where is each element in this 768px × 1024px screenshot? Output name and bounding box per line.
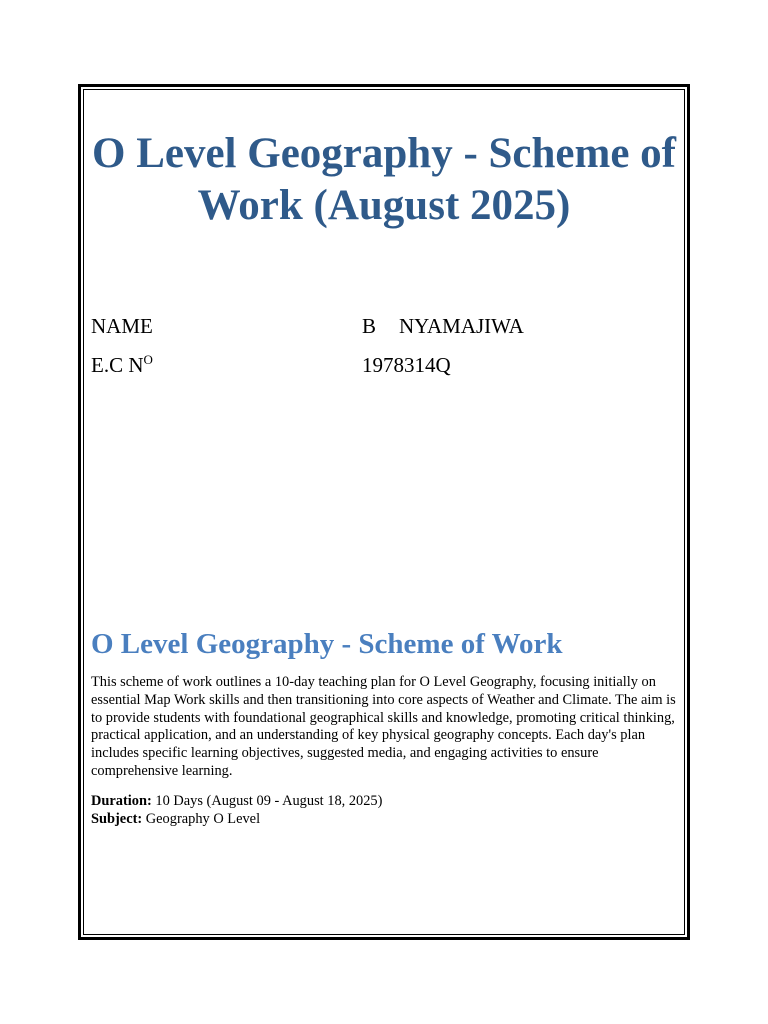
- document-title: O Level Geography - Scheme of Work (August 2025): [92, 130, 676, 229]
- subject-value: Geography O Level: [145, 810, 261, 827]
- ec-label-text: E.C N: [91, 353, 144, 377]
- section-heading: O Level Geography - Scheme of Work: [91, 628, 563, 660]
- name-label: NAME: [91, 314, 153, 338]
- ec-label-superscript: O: [143, 352, 153, 367]
- duration-line: [91, 793, 681, 811]
- name-surname: NYAMAJIWA: [399, 314, 524, 338]
- duration-label: Duration:: [91, 793, 152, 809]
- name-initial: B: [362, 314, 377, 338]
- course-meta: [91, 793, 681, 829]
- subject-label: Subject:: [91, 810, 143, 827]
- intro-paragraph: This scheme of work outlines a 10-day teaching plan for O Level Geography, focusing initially on essential Map Work skills and then transitioning into core aspects of Weather and Climate. The aim is to provide students with foundational geographical skills and knowledge, promoting critical thinking, practical application, and an understanding of key physical geography concepts. Each day's plan includes specific learning objectives, suggested media, and engaging activities to ensure comprehensive learning.: [91, 674, 676, 779]
- ec-number-label: [91, 352, 153, 381]
- ec-number-value: 1978314Q: [362, 353, 451, 377]
- name-value: [362, 313, 524, 339]
- subject-line: [91, 811, 681, 829]
- duration-value: 10 Days (August 09 - August 18, 2025): [155, 793, 383, 809]
